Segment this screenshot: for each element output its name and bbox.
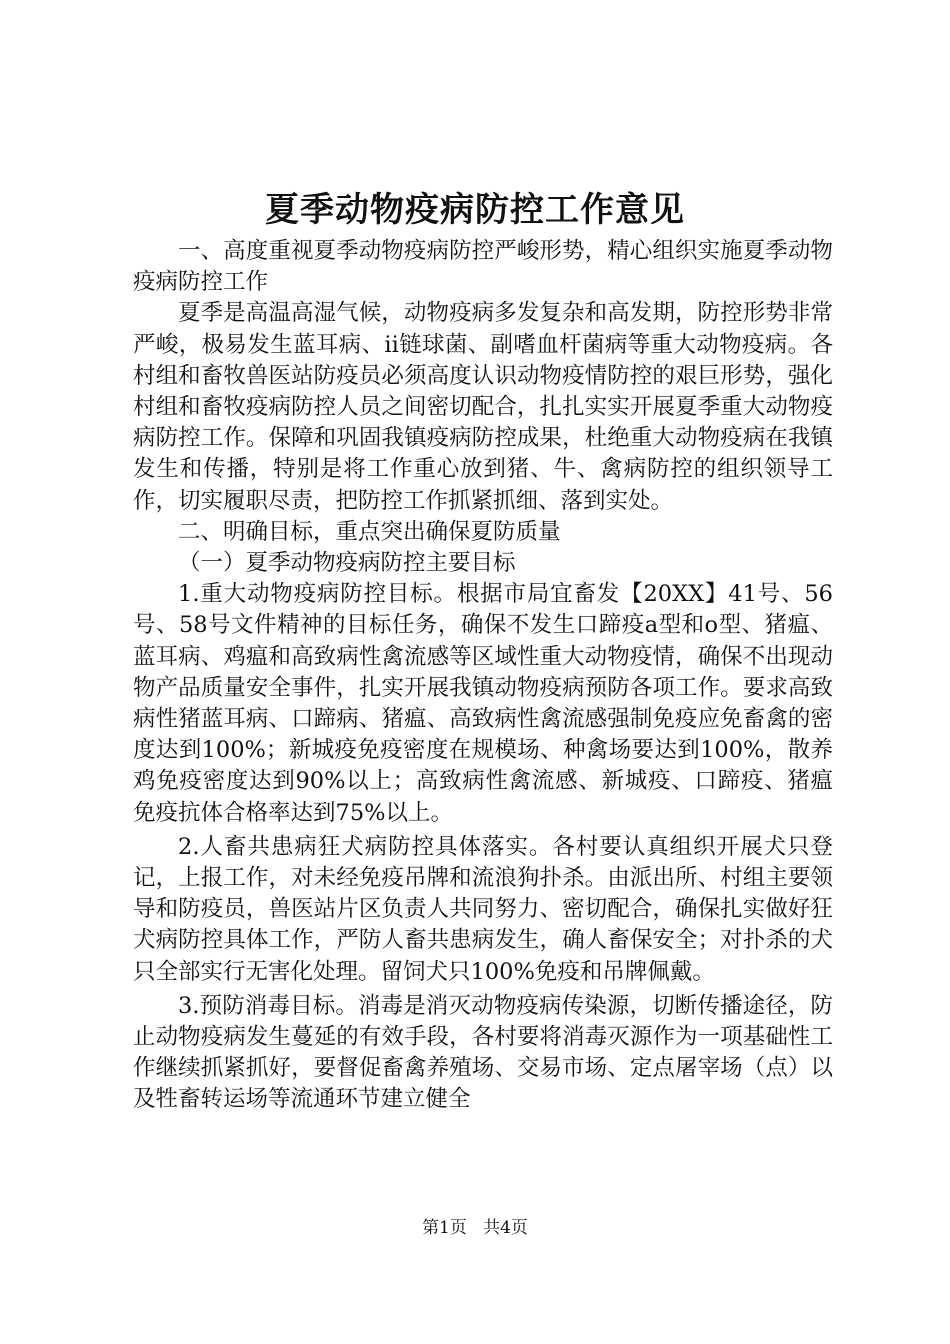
paragraph-heading-1: 一、高度重视夏季动物疫病防控严峻形势，精心组织实施夏季动物疫病防控工作 [133, 238, 833, 296]
page-footer [0, 1216, 950, 1240]
document-title: 夏季动物疫病防控工作意见 [265, 190, 685, 230]
paragraph-subheading: （一）夏季动物疫病防控主要目标 [178, 550, 516, 577]
paragraph-item-1: 1.重大动物疫病防控目标。根据市局宜畜发【20XX】41号、56号、58号文件精神的目标任务，确保不发生口蹄疫a型和o型、猪瘟、蓝耳病、鸡瘟和高致病性禽流感等区域性重大动物疫情，确保不出现动物产品质量安全事件，扎实开展我镇动物疫病预防各项工作。要求高致病性猪蓝耳病、口蹄病、猪瘟、高致病性禽流感强制免疫应免畜禽的密度达到100%；新城疫免疫密度在规模场、种禽场要达到100%，散养鸡免疫密度达到90%以上；高致病性禽流感、新城疫、口蹄疫、猪瘟免疫抗体合格率达到75%以上。 [133, 581, 833, 826]
page-number: 第1页 [422, 1218, 467, 1238]
paragraph-item-3: 3.预防消毒目标。消毒是消灭动物疫病传染源，切断传播途径，防止动物疫病发生蔓延的有效手段，各村要将消毒灭源作为一项基础性工作继续抓紧抓好，要督促畜禽养殖场、交易市场、定点屠宰场（点）以及牲畜转运场等流通环节建立健全 [133, 992, 833, 1113]
paragraph: 夏季是高温高湿气候，动物疫病多发复杂和高发期，防控形势非常严峻，极易发生蓝耳病、ii链球菌、副嗜血杆菌病等重大动物疫病。各村组和畜牧兽医站防疫员必须高度认识动物疫情防控的艰巨形势，强化村组和畜牧疫病防控人员之间密切配合，扎扎实实开展夏季重大动物疫病防控工作。保障和巩固我镇疫病防控成果，杜绝重大动物疫病在我镇发生和传播，特别是将工作重心放到猪、牛、禽病防控的组织领导工作，切实履职尽责，把防控工作抓紧抓细、落到实处。 [133, 300, 833, 514]
paragraph-item-2: 2.人畜共患病狂犬病防控具体落实。各村要认真组织开展犬只登记，上报工作，对未经免疫吊牌和流浪狗扑杀。由派出所、村组主要领导和防疫员，兽医站片区负责人共同努力、密切配合，确保扎实做好狂犬病防控具体工作，严防人畜共患病发生，确人畜保安全；对扑杀的犬只全部实行无害化处理。留饲犬只100%免疫和吊牌佩戴。 [133, 833, 833, 985]
paragraph-heading-2: 二、明确目标，重点突出确保夏防质量 [178, 518, 561, 545]
document-body [133, 236, 833, 1116]
page-total: 共4页 [483, 1218, 528, 1238]
